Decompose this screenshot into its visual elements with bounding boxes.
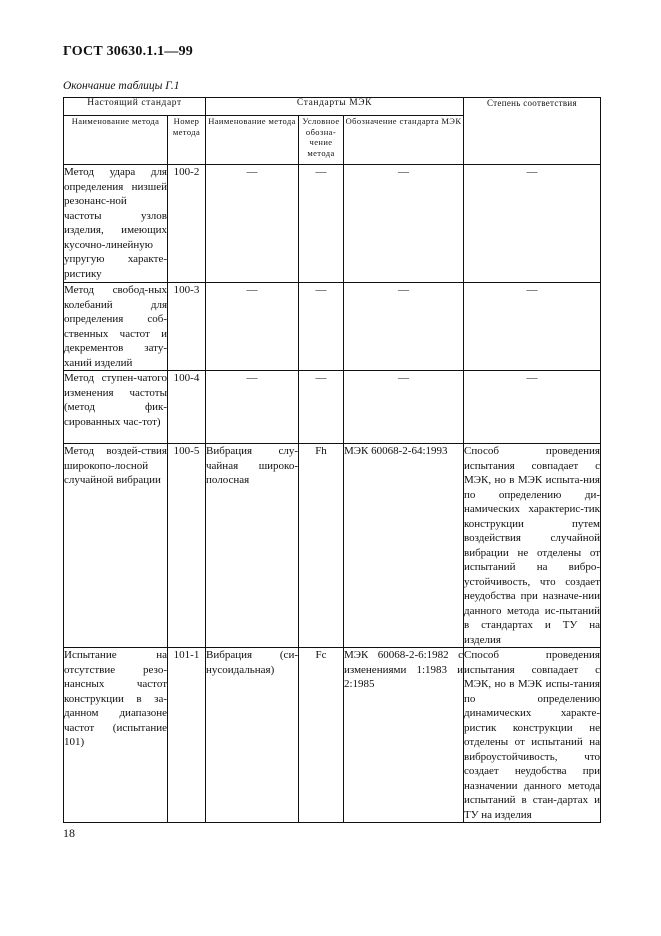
iec-standard-cell: — — [344, 371, 464, 444]
method-name-cell: Метод воздей-ствия широкопо-лосной случайной вибрации — [64, 444, 168, 648]
table-row — [64, 648, 601, 823]
method-number-cell: 100-3 — [168, 283, 206, 371]
method-number-cell: 100-2 — [168, 165, 206, 283]
iec-method-code-cell: Fc — [299, 648, 344, 823]
header-iec-method-code: Условное обозна-чение метода — [299, 116, 344, 165]
iec-standard-cell: МЭК 60068-2-6:1982 с изменениями 1:1983 и 2:1985 — [344, 648, 464, 823]
header-iec-standard-designation: Обозначение стандарта МЭК — [344, 116, 464, 165]
method-name-cell: Метод свобод-ных колебаний для определения соб-ственных частот и декрементов зату-ханий изделий — [64, 284, 167, 369]
degree-cell: Способ проведения испытания совпадает с МЭК, но в МЭК испыта-ния по определению ди-намических характерис-тик конструкции путем воздействия случайной вибрации не отделены от испытаний на вибро-устойчивость, что создает неудобства при назначе-нии данного метода ис-пытаний в стандартах и ТУ на изделия — [464, 445, 600, 646]
degree-cell: — — [464, 371, 601, 444]
degree-cell: — — [464, 283, 601, 371]
table-row — [64, 371, 601, 444]
iec-method-name-cell: — — [206, 165, 299, 283]
header-method-name: Наименование метода — [64, 116, 168, 165]
header-method-number: Номер метода — [168, 116, 206, 165]
method-number-cell: 100-4 — [168, 371, 206, 444]
method-number-cell: 101-1 — [168, 648, 206, 823]
page-number: 18 — [63, 826, 75, 840]
method-name-cell: Испытание на отсутствие резо-нансных частот конструкции в за-данном диапазоне частот (испытание 101) — [64, 648, 168, 823]
iec-method-name-cell: Вибрация (си-нусоидальная) — [206, 648, 299, 823]
method-number-cell: 100-5 — [168, 444, 206, 648]
table-caption: Окончание таблицы Г.1 — [63, 80, 180, 92]
method-name-cell: Метод ступен-чатого изменения частоты (метод фик-сированных час-тот) — [64, 371, 168, 444]
iec-method-name-cell: Вибрация слу-чайная широко-полосная — [206, 444, 299, 648]
iec-standard-cell: МЭК 60068-2-64:1993 — [344, 444, 464, 648]
degree-cell: Способ проведения испытания совпадает с МЭК, но в МЭК испы-тания по определению динамических характе-ристик конструкции не отделены от испытаний на виброустойчивость, что создает неудобства при назначении данного метода испытаний в стан-дартах и ТУ на изделия — [464, 649, 600, 821]
table-row — [64, 283, 601, 371]
iec-method-code-cell: — — [299, 371, 344, 444]
iec-standard-cell: — — [344, 165, 464, 283]
iec-method-name-cell: — — [206, 283, 299, 371]
degree-cell: — — [464, 165, 601, 283]
header-iec-method-name: Наименование метода — [206, 116, 299, 165]
iec-method-code-cell: — — [299, 165, 344, 283]
table-row — [64, 444, 601, 648]
methods-table — [63, 97, 601, 823]
header-degree-of-conformity: Степень соответствия — [464, 98, 601, 165]
method-name-cell: Метод удара для определения низшей резонанс-ной частоты узлов изделия, имеющих кусочно-линейную упругую характе-ристику — [64, 165, 168, 283]
header-national-standard: Настоящий стандарт — [64, 98, 206, 116]
iec-standard-cell: — — [344, 283, 464, 371]
iec-method-code-cell: — — [299, 283, 344, 371]
document-title: ГОСТ 30630.1.1—99 — [63, 44, 193, 59]
header-iec-standards: Стандарты МЭК — [206, 98, 464, 116]
iec-method-name-cell: — — [206, 371, 299, 444]
iec-method-code-cell: Fh — [299, 444, 344, 648]
table-row — [64, 165, 601, 283]
